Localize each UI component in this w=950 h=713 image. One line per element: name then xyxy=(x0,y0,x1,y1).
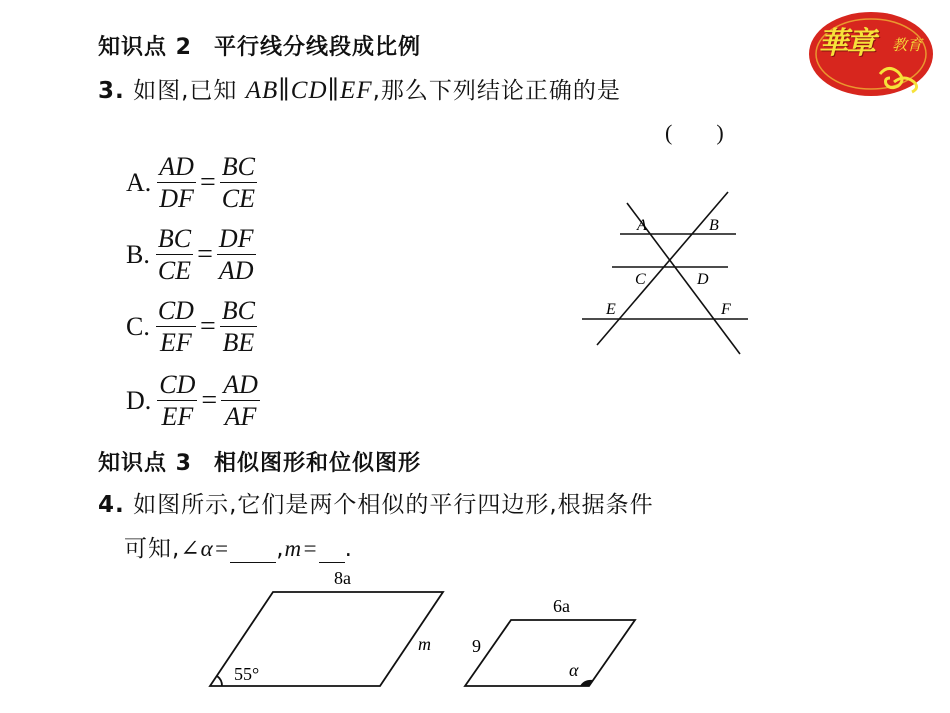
fraction-left: $\frac{CD}{EF}$ xyxy=(157,296,194,357)
label-alpha: α xyxy=(569,660,579,680)
parallelogram-small xyxy=(465,620,635,686)
label-8a: 8a xyxy=(334,568,351,588)
equals-sign: = xyxy=(201,385,218,416)
point-label-c: C xyxy=(635,271,646,288)
point-label-f: F xyxy=(721,301,731,318)
publisher-logo xyxy=(806,4,936,100)
answer-parentheses[interactable]: ( ) xyxy=(665,120,724,145)
option-a[interactable] xyxy=(126,154,257,212)
equals-sign: = xyxy=(199,311,216,342)
question-text: 可知, xyxy=(124,536,181,562)
fraction-right: $\frac{AD}{AF}$ xyxy=(223,370,258,431)
fraction-right: $\frac{DF}{AD}$ xyxy=(218,224,254,285)
logo-sub-text: 教育 xyxy=(892,36,923,54)
equals-sign: = xyxy=(199,167,216,198)
question-text: 如图,已知 xyxy=(133,78,238,104)
fraction-left: $\frac{BC}{CE}$ xyxy=(157,224,192,285)
fraction-left: $\frac{AD}{DF}$ xyxy=(159,152,194,213)
m-expression: m= xyxy=(284,536,319,561)
transversal-be xyxy=(597,192,728,345)
option-letter: D. xyxy=(126,386,152,415)
section-title: 相似图形和位似图形 xyxy=(213,451,421,476)
question-4-line2: 可知,∠α= ,m= . xyxy=(124,536,353,562)
question-text: 如图所示,它们是两个相似的平行四边形,根据条件 xyxy=(133,492,654,518)
point-label-b: B xyxy=(709,217,719,234)
section-title: 平行线分线段成比例 xyxy=(213,35,421,60)
section-label: 知识点 3 xyxy=(98,451,192,476)
angle-answer-blank[interactable] xyxy=(230,536,276,563)
question-number: 3. xyxy=(98,78,125,104)
equals-sign: = xyxy=(197,239,213,270)
parallel-lines-figure xyxy=(570,185,760,360)
section-label: 知识点 2 xyxy=(98,35,192,60)
angle-arc-55 xyxy=(217,676,222,686)
fraction-right: $\frac{BC}{CE}$ xyxy=(221,152,255,213)
section-heading-3 xyxy=(98,446,421,477)
point-label-a: A xyxy=(637,217,647,234)
option-letter: A. xyxy=(126,168,152,197)
option-letter: B. xyxy=(126,240,150,269)
label-55-degrees: 55° xyxy=(234,664,260,684)
fraction-right: $\frac{BC}{BE}$ xyxy=(221,296,255,357)
question-4-stem xyxy=(98,486,654,519)
question-3-stem xyxy=(98,72,621,105)
label-m: m xyxy=(418,634,431,654)
option-b[interactable] xyxy=(126,226,256,284)
option-d[interactable] xyxy=(126,372,260,430)
point-label-d: D xyxy=(697,271,709,288)
point-label-e: E xyxy=(606,301,616,318)
fraction-left: $\frac{CD}{EF}$ xyxy=(159,370,196,431)
parallelograms-figure xyxy=(200,560,650,695)
section-heading-2 xyxy=(98,30,421,61)
question-text-tail: ,那么下列结论正确的是 xyxy=(372,78,621,104)
option-c[interactable] xyxy=(126,298,257,356)
logo-main-text: 華章 xyxy=(818,26,874,61)
parallel-condition: AB∥CD∥EF xyxy=(245,77,373,104)
label-9: 9 xyxy=(472,636,481,656)
label-6a: 6a xyxy=(553,596,570,616)
angle-expression: ∠α= xyxy=(180,536,231,561)
question-number: 4. xyxy=(98,492,125,518)
option-letter: C. xyxy=(126,312,150,341)
m-answer-blank[interactable] xyxy=(319,536,345,563)
